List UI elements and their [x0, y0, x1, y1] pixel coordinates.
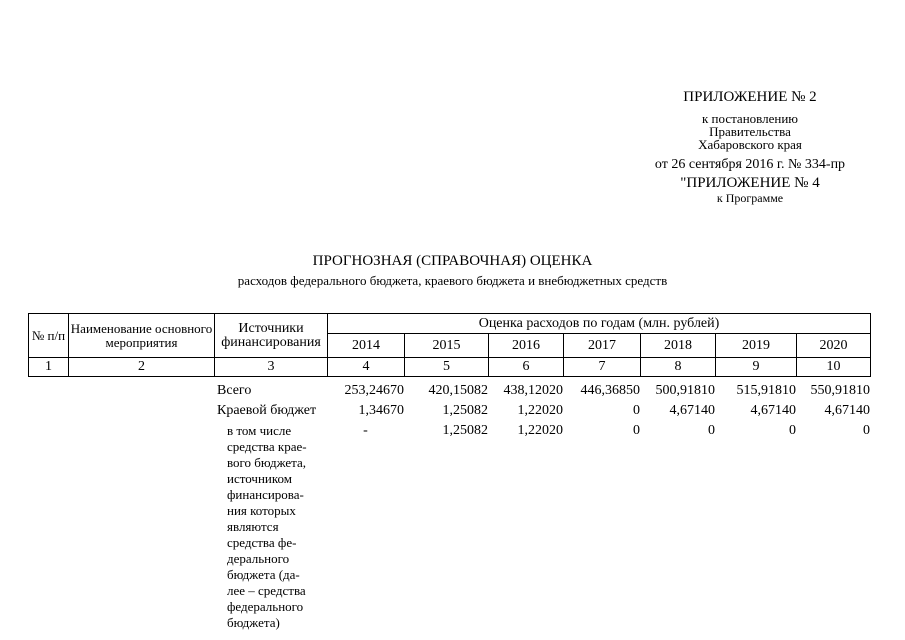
value-cell: 550,91810 — [810, 383, 870, 398]
header-year: 2016 — [489, 334, 564, 358]
header-source: Источники финансирования — [215, 314, 328, 358]
value-cell: 0 — [708, 423, 715, 438]
region-label: Хабаровского края — [698, 137, 802, 152]
value-cell: 1,25082 — [442, 403, 488, 418]
header-year: 2018 — [641, 334, 716, 358]
column-number: 6 — [489, 358, 564, 377]
estimate-table-header — [28, 313, 871, 377]
title-line-2: расходов федерального бюджета, краевого бюджета и внебюджетных средств — [237, 273, 668, 288]
document-title — [0, 252, 905, 290]
header-year: 2017 — [564, 334, 641, 358]
column-number: 1 — [29, 358, 69, 377]
value-cell: 0 — [633, 423, 640, 438]
resolution-date-number: от 26 сентября 2016 г. № 334-пр — [654, 157, 846, 172]
value-cell: 253,24670 — [344, 383, 404, 398]
column-number: 4 — [328, 358, 405, 377]
column-number: 8 — [641, 358, 716, 377]
value-cell: 0 — [863, 423, 870, 438]
value-cell: 4,67140 — [824, 403, 870, 418]
source-cell: в том числе средства крае- вого бюджета, источником финансирова- ния которых являются средства фе- дерального бюджета (да- лее – средства федерального бюджета) — [227, 423, 307, 630]
header-year: 2015 — [405, 334, 489, 358]
value-cell: 1,25082 — [442, 423, 488, 438]
value-cell: 0 — [789, 423, 796, 438]
value-cell: 515,91810 — [736, 383, 796, 398]
header-name: Наименование основного мероприятия — [69, 314, 215, 358]
header-year: 2020 — [797, 334, 871, 358]
value-cell: 1,34670 — [358, 403, 404, 418]
appendix-header — [630, 88, 870, 205]
table-row-federal-part — [28, 421, 870, 631]
to-resolution: к постановлению — [701, 111, 799, 126]
header-year: 2019 — [716, 334, 797, 358]
source-cell: Всего — [217, 383, 252, 398]
value-cell: - — [363, 423, 368, 438]
appendix4-label: "ПРИЛОЖЕНИЕ № 4 — [680, 175, 820, 191]
table-row-regional — [28, 401, 870, 421]
value-cell: 446,36850 — [580, 383, 640, 398]
column-number: 10 — [797, 358, 871, 377]
table-row-total — [28, 381, 870, 401]
value-cell: 438,12020 — [503, 383, 563, 398]
header-year: 2014 — [328, 334, 405, 358]
appendix-number: ПРИЛОЖЕНИЕ № 2 — [683, 89, 817, 105]
column-number: 9 — [716, 358, 797, 377]
header-num: № п/п — [29, 314, 69, 358]
value-cell: 420,15082 — [428, 383, 488, 398]
value-cell: 4,67140 — [669, 403, 715, 418]
estimate-table-body — [28, 381, 870, 631]
value-cell: 500,91810 — [655, 383, 715, 398]
value-cell: 4,67140 — [750, 403, 796, 418]
column-number: 2 — [69, 358, 215, 377]
value-cell: 1,22020 — [517, 403, 563, 418]
value-cell: 0 — [633, 403, 640, 418]
column-number: 5 — [405, 358, 489, 377]
title-line-1: ПРОГНОЗНАЯ (СПРАВОЧНАЯ) ОЦЕНКА — [312, 253, 593, 269]
value-cell: 1,22020 — [517, 423, 563, 438]
government-label: Правительства — [709, 124, 791, 139]
source-cell: Краевой бюджет — [217, 403, 317, 418]
column-number: 3 — [215, 358, 328, 377]
to-program-label: к Программе — [716, 191, 784, 205]
column-number: 7 — [564, 358, 641, 377]
header-estimate: Оценка расходов по годам (млн. рублей) — [328, 314, 871, 334]
